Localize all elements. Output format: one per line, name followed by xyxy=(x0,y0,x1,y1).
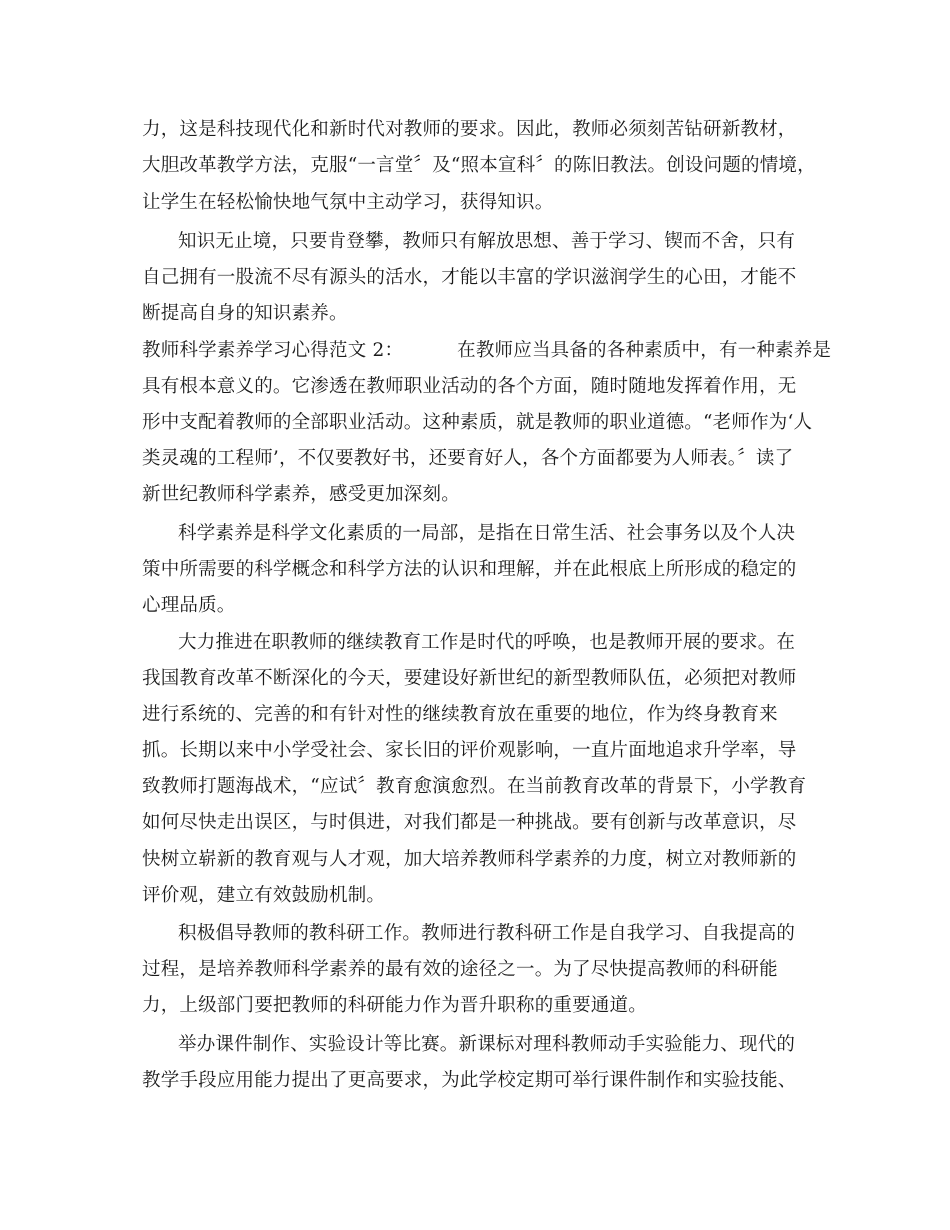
section-heading: 教师科学素养学习心得范文 2： xyxy=(142,340,404,361)
text-line: 知识无止境，只要肯登攀，教师只有解放思想、善于学习、锲而不舍，只有 xyxy=(178,231,796,252)
text-line: 断提高自身的知识素养。 xyxy=(142,303,348,324)
text-line: 力，这是科技现代化和新时代对教师的要求。因此，教师必须刻苦钻研新教材， xyxy=(142,119,797,140)
text-line: 自己拥有一股流不尽有源头的活水，才能以丰富的学识滋润学生的心田，才能不 xyxy=(142,267,797,288)
text-line: 大力推进在职教师的继续教育工作是时代的呼唤，也是教师开展的要求。在 xyxy=(178,632,796,653)
text-line: 过程，是培养教师科学素养的最有效的途径之一。为了尽快提高教师的科研能 xyxy=(142,959,778,980)
text-line: 抓。长期以来中小学受社会、家长旧的评价观影响，一直片面地追求升学率，导 xyxy=(142,740,797,761)
text-line: 类灵魂的工程师’，不仅要教好书，还要育好人，各个方面都要为人师表。〞读了 xyxy=(142,448,794,469)
text-line: 具有根本意义的。它渗透在教师职业活动的各个方面，随时随地发挥着作用，无 xyxy=(142,376,797,397)
text-line: 形中支配着教师的全部职业活动。这种素质，就是教师的职业道德。“老师作为‘人 xyxy=(142,412,813,433)
text-line: 科学素养是科学文化素质的一局部，是指在日常生活、社会事务以及个人决 xyxy=(178,523,796,544)
text-line: 让学生在轻松愉快地气氛中主动学习，获得知识。 xyxy=(142,192,554,213)
text-line: 致教师打题海战术，“应试〞教育愈演愈烈。在当前教育改革的背景下，小学教育 xyxy=(142,776,807,797)
text-line: 力，上级部门要把教师的科研能力作为晋升职称的重要通道。 xyxy=(142,995,647,1016)
text-line: 如何尽快走出误区，与时俱进，对我们都是一种挑战。要有创新与改革意识，尽 xyxy=(142,812,797,833)
text-line: 快树立崭新的教育观与人才观，加大培养教师科学素养的力度，树立对教师新的 xyxy=(142,849,797,870)
text-line: 新世纪教师科学素养，感受更加深刻。 xyxy=(142,484,460,505)
text-line: 举办课件制作、实验设计等比赛。新课标对理科教师动手实验能力、现代的 xyxy=(178,1034,796,1055)
text-line: 我国教育改革不断深化的今天，要建设好新世纪的新型教师队伍，必须把对教师 xyxy=(142,668,797,689)
text-line: 评价观，建立有效鼓励机制。 xyxy=(142,885,386,906)
text-line: 教学手段应用能力提出了更高要求，为此学校定期可举行课件制作和实验技能、 xyxy=(142,1070,797,1091)
section-heading-line xyxy=(142,334,831,368)
text-line: 进行系统的、完善的和有针对性的继续教育放在重要的地位，作为终身教育来 xyxy=(142,704,778,725)
text-line: 在教师应当具备的各种素质中，有一种素养是 xyxy=(457,340,832,361)
text-line: 策中所需要的科学概念和科学方法的认识和理解，并在此根底上所形成的稳定的 xyxy=(142,559,797,580)
text-line: 心理品质。 xyxy=(142,595,236,616)
text-line: 积极倡导教师的教科研工作。教师进行教科研工作是自我学习、自我提高的 xyxy=(178,923,796,944)
text-line: 大胆改革教学方法，克服“一言堂〞及“照本宣科〞的陈旧教法。创设问题的情境， xyxy=(142,155,816,176)
